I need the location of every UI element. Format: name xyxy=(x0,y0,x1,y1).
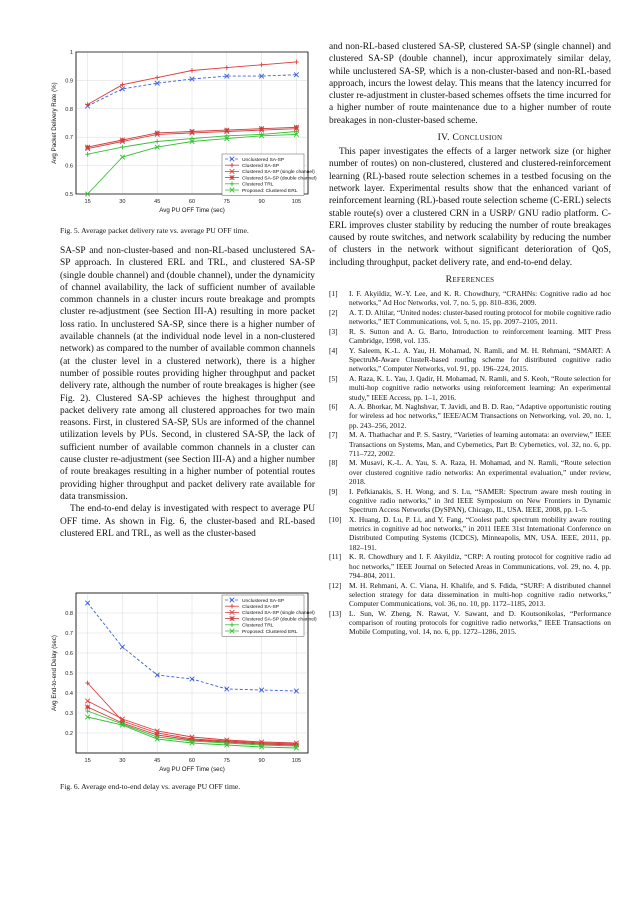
references-list xyxy=(329,289,611,637)
fig5-caption xyxy=(60,226,315,236)
reference-number: [3] xyxy=(329,326,338,336)
reference-item xyxy=(329,430,611,458)
reference-number: [12] xyxy=(329,580,342,590)
reference-number: [9] xyxy=(329,486,338,496)
fig6-x-axis-label: Avg PU OFF Time (sec) xyxy=(159,766,225,773)
left-column-text xyxy=(60,245,315,540)
figure-6 xyxy=(51,585,317,775)
reference-text: A. A. Bhorkar, M. Naghshvar, T. Javidi, and B. D. Rao, “Adaptive opportunistic routing for wireless ad hoc networks,” IEEE/ACM Transactions on Networking, vol. 20, no. 1, pp. 243–256, 2012. xyxy=(349,402,611,430)
fig5-y-axis-label: Avg Packet Delivery Rate (%) xyxy=(51,82,58,164)
reference-item xyxy=(329,374,611,402)
reference-text: Y. Saleem, K.-L. A. Yau, H. Mohamad, N. Ramli, and M. H. Rehmani, “SMART: A SpectruM-Aware ClusteR-based routIng scheme for distributed cognitive radio networks,” Computer Networks, vol. 91, pp. 196–224, 2015. xyxy=(349,345,611,374)
fig6-y-tick-label: 0.8 xyxy=(65,611,73,617)
reference-text: M. Musavi, K.-L. A. Yau, S. A. Raza, H. Mohamad, and N. Ramli, “Route selection over clustered cognitive radio networks: An experimental evaluation,” under review, 2018. xyxy=(349,458,611,487)
right-paragraph-1: and non-RL-based clustered SA-SP, clustered SA-SP (single channel) and clustered SA-SP (double channel), incur approximately similar delay, while unclustered SA-SP, which is a non-cluster-based and non-RL-based approach, incurs the lowest delay. This means that the latency incurred for cluster re-adjustment in cluster-based schemes offsets the time incurred for a higher number of route maintenance due to a higher number of route breakages in non-cluster-based scheme. xyxy=(329,42,611,126)
fig5-x-tick-label: 75 xyxy=(223,199,230,205)
fig5-plot xyxy=(51,50,317,214)
left-paragraph-1: SA-SP and non-cluster-based and non-RL-based unclustered SA-SP approach. In clustered ERL and TRL, and clustered SA-SP (single double channel) and (double channel), under the dynamicity of channel availability, the lack of sufficient number of available common channels in a cluster incurs route breakage and prompts cluster re-adjustment (see Section III-A) resulting in more packet loss ratio. In unclustered SA-SP, since there is a higher number of available channels (at the individual node level in a non-clustered network) as compared to the number of available common channels (at the cluster level in a clustered network), there is a higher number of possible routes providing higher throughput and packet delivery rate, although the number of route breakages is higher (see Fig. 2). Clustered SA-SP achieves the highest throughput and packet delivery rate among all clustered approaches for two main reasons. First, in clustered SA-SP, SUs are informed of the channel utilization levels by PUs. Second, in clustered SA-SP, the lack of sufficient number of available common channels in a cluster can cause cluster re-adjustment (see Section III-A) and a higher number of route breakages resulting in a higher number of potential routes providing higher throughput and packet delivery rate available for data transmission. xyxy=(60,246,315,502)
reference-number: [2] xyxy=(329,307,338,317)
fig5-legend-label: Unclustered SA-SP xyxy=(242,157,285,163)
fig6-x-tick-label: 60 xyxy=(188,758,196,764)
fig6-chart xyxy=(51,585,317,775)
fig5-y-tick-label: 0.6 xyxy=(65,163,73,170)
reference-text: I. F. Akyildiz, W.-Y. Lee, and K. R. Chowdhury, “CRAHNs: Cognitive radio ad hoc networks,” Ad Hoc Networks, vol. 7, no. 5, pp. 810–836, 2009. xyxy=(349,289,611,308)
fig6-x-tick-label: 30 xyxy=(119,758,126,764)
fig5-y-tick-label: 0.8 xyxy=(65,106,73,113)
fig6-y-tick-label: 0.6 xyxy=(65,651,73,657)
reference-number: [8] xyxy=(329,458,338,468)
references-heading: References xyxy=(445,274,495,286)
reference-item xyxy=(329,609,611,637)
fig5-x-tick-label: 60 xyxy=(188,199,196,205)
fig6-legend-label: Clustered SA-SP (single channel) xyxy=(242,611,315,617)
fig6-y-tick-label: 0.2 xyxy=(65,731,73,737)
reference-number: [7] xyxy=(329,430,338,440)
fig6-x-tick-label: 75 xyxy=(223,758,230,764)
reference-item xyxy=(329,308,611,327)
conclusion-paragraph: This paper investigates the effects of a larger network size (or higher number of routes) on non-clustered, clustered and clustered-reinforcement learning (RL)-based route selection schemes in a testbed focusing on the network layer. Experimental results show that the enhanced variant of reinforcement learning (RL)-based route selection scheme (C-ERL) selects stable route(s) over a clustered CRN in a USRP/ GNU radio platform. C-ERL improves cluster stability by reducing the number of route breakages caused by route switches, and network scalability by reducing the number of clusters in the network without significant deterioration of QoS, including throughput, packet delivery rate, and end-to-end delay. xyxy=(329,147,611,268)
fig5-y-tick-label: 0.7 xyxy=(65,135,73,142)
fig5-y-tick-label: 0.5 xyxy=(65,192,73,198)
fig5-y-tick-label: 0.9 xyxy=(65,78,73,85)
conclusion-heading: IV. Conclusion xyxy=(437,132,503,144)
reference-text: X. Huang, D. Lu, P. Li, and Y. Fang, “Coolest path: spectrum mobility aware routing metrics in cognitive ad hoc networks,” in 2011 IEEE 31st International Conference on Distributed Computing Systems (ICDCS), Minneapolis, MN, USA. IEEE, 2011, pp. 182–191. xyxy=(349,514,611,552)
reference-item xyxy=(329,327,611,346)
reference-item xyxy=(329,487,611,515)
fig5-legend-label: Clustered TRL xyxy=(242,182,274,188)
fig6-y-axis-label: Avg End-to-end Delay (sec) xyxy=(51,635,58,711)
reference-number: [10] xyxy=(329,514,342,524)
reference-item xyxy=(329,289,611,308)
fig5-legend-label: Clustered SA-SP xyxy=(242,164,279,169)
fig5-x-tick-label: 45 xyxy=(154,199,161,205)
fig6-legend-label: Clustered SA-SP xyxy=(242,605,279,610)
fig5-y-tick-label: 1 xyxy=(69,50,73,56)
fig5-caption-text: Fig. 5. Average packet delivery rate vs. average PU OFF time. xyxy=(60,226,249,235)
right-column xyxy=(329,41,611,637)
reference-number: [11] xyxy=(329,552,342,562)
fig6-caption-text: Fig. 6. Average end-to-end delay vs. average PU OFF time. xyxy=(60,782,241,791)
fig6-plot xyxy=(51,593,317,773)
fig5-legend-label: Proposed: Clustered ERL xyxy=(242,188,298,194)
reference-item xyxy=(329,402,611,430)
fig5-legend-label: Clustered SA-SP (single channel) xyxy=(242,170,315,176)
reference-text: R. S. Sutton and A. G. Barto, Introduction to reinforcement learning. MIT Press Cambridge, 1998, vol. 135. xyxy=(349,326,611,346)
fig5-legend xyxy=(222,154,317,195)
fig5-x-tick-label: 15 xyxy=(84,199,91,205)
reference-text: A. Raza, K. L. Yau, J. Qadir, H. Mohamad, N. Ramli, and S. Keoh, “Route selection for multi-hop cognitive radio networks using reinforcement learning: An experimental study,” IEEE Access, pp. 1–1, 2016. xyxy=(349,373,611,402)
reference-number: [13] xyxy=(329,608,342,618)
reference-text: I. Pefkianakis, S. H. Wong, and S. Lu, “SAMER: Spectrum aware mesh routing in cognitive radio networks,” in 3rd IEEE Symposium on New Frontiers in Dynamic Spectrum Access Networks (DySPAN), Chicago, IL, USA. IEEE, 2008, pp. 1–5. xyxy=(349,486,611,515)
fig5-x-axis-label: Avg PU OFF Time (sec) xyxy=(159,207,225,214)
reference-text: K. R. Chowdhury and I. F. Akyildiz, “CRP: A routing protocol for cognitive radio ad hoc networks,” IEEE Journal on Selected Areas in Communications, vol. 29, no. 4, pp. 794–804, 2011. xyxy=(349,552,611,580)
reference-text: A. T. D. Altilar, “United nodes: cluster-based routing protocol for mobile cognitive radio networks,” IET Communications, vol. 5, no. 15, pp. 2097–2105, 2011. xyxy=(349,307,611,327)
reference-item xyxy=(329,346,611,374)
left-paragraph-2: The end-to-end delay is investigated with respect to average PU OFF time. As shown in Fig. 6, the cluster-based and RL-based clustered ERL and TRL, as well as the cluster-based xyxy=(60,504,315,539)
fig6-legend xyxy=(222,595,317,636)
fig6-x-tick-label: 105 xyxy=(291,758,302,764)
reference-number: [6] xyxy=(329,402,338,412)
fig6-y-tick-label: 0.5 xyxy=(65,671,73,677)
fig6-legend-label: Unclustered SA-SP xyxy=(242,598,285,604)
fig6-legend-label: Proposed: Clustered ERL xyxy=(242,629,298,635)
reference-item xyxy=(329,552,611,580)
fig5-x-tick-label: 105 xyxy=(291,199,302,205)
fig5-x-tick-label: 90 xyxy=(258,199,265,205)
fig6-legend-label: Clustered SA-SP (double channel) xyxy=(242,617,317,623)
fig6-legend-label: Clustered TRL xyxy=(242,623,274,629)
fig6-y-tick-label: 0.3 xyxy=(65,711,73,717)
reference-text: L. Sun, W. Zheng, N. Rawat, V. Sawant, and D. Koutsonikolas, “Performance comparison of routing protocols for cognitive radio networks,” IEEE Transactions on Mobile Computing, vol. 14, no. 6, pp. 1272–1286, 2015. xyxy=(349,608,611,637)
fig5-x-tick-label: 30 xyxy=(119,199,126,205)
reference-item xyxy=(329,458,611,486)
fig6-x-tick-label: 90 xyxy=(258,758,265,764)
reference-text: M. A. Thathachar and P. S. Sastry, “Varieties of learning automata: an overview,” IEEE Transactions on Systems, Man, and Cybernetics, Part B: Cybernetics, vol. 32, no. 6, pp. 711–722, 2002. xyxy=(349,430,611,458)
reference-number: [1] xyxy=(329,289,338,299)
fig6-caption xyxy=(60,782,315,792)
reference-number: [5] xyxy=(329,373,338,383)
reference-item xyxy=(329,581,611,609)
reference-text: M. H. Rehmani, A. C. Viana, H. Khalife, and S. Fdida, “SURF: A distributed channel selection strategy for data dissemination in multi-hop cognitive radio networks,” Computer Communications, vol. 36, no. 10, pp. 1172–1185, 2013. xyxy=(349,580,611,609)
reference-item xyxy=(329,515,611,552)
fig5-legend-label: Clustered SA-SP (double channel) xyxy=(242,176,317,182)
fig6-x-tick-label: 15 xyxy=(84,758,91,764)
fig5-chart xyxy=(51,42,317,217)
fig6-y-tick-label: 0.4 xyxy=(65,691,73,697)
figure-5 xyxy=(51,42,317,217)
fig6-x-tick-label: 45 xyxy=(154,758,161,764)
fig6-y-tick-label: 0.7 xyxy=(65,631,73,637)
reference-number: [4] xyxy=(329,345,338,355)
